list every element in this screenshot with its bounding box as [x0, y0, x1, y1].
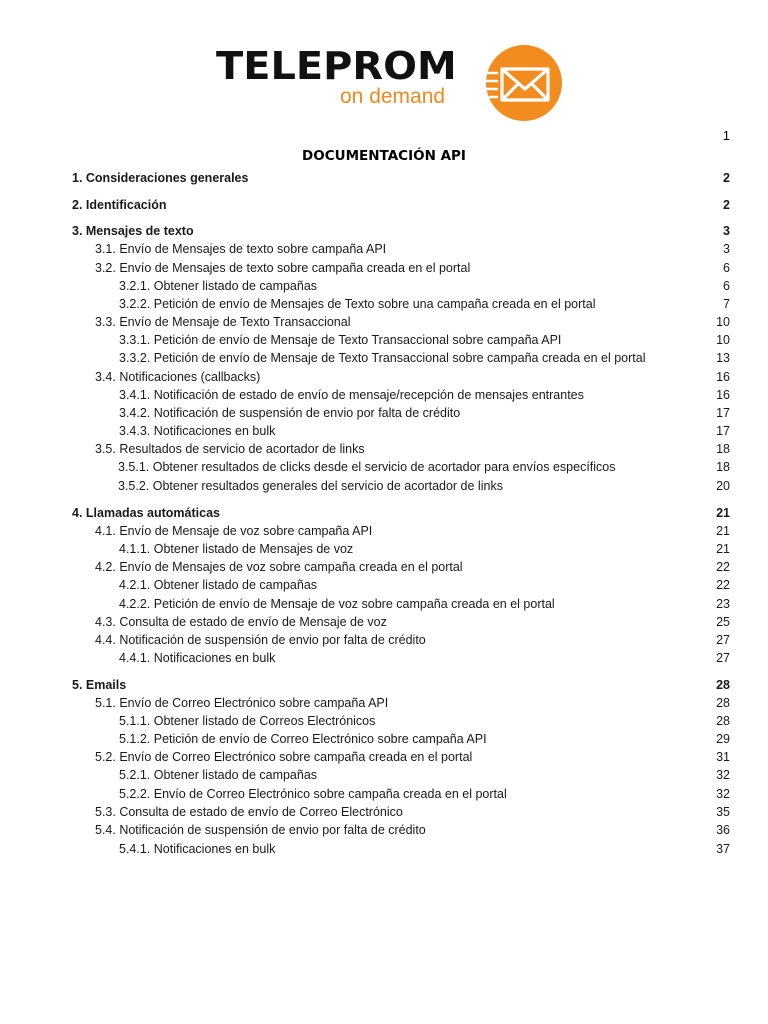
document-title: DOCUMENTACIÓN API	[302, 148, 466, 164]
toc-entry[interactable]	[0, 577, 768, 593]
toc-entry-page: 3	[723, 224, 730, 238]
toc-entry[interactable]	[0, 387, 768, 403]
toc-entry-page: 37	[716, 842, 730, 856]
toc-entry-page: 17	[716, 406, 730, 420]
toc-entry-label: 3.2.2. Petición de envío de Mensajes de Texto sobre una campaña creada en el portal	[119, 297, 596, 311]
toc-entry-label: 3.5.2. Obtener resultados generales del servicio de acortador de links	[118, 479, 503, 493]
toc-entry-page: 28	[716, 696, 730, 710]
toc-entry-label: 2. Identificación	[72, 198, 167, 212]
toc-entry-label: 4.1.1. Obtener listado de Mensajes de voz	[119, 542, 354, 556]
toc-entry-label: 3.4.2. Notificación de suspensión de envio por falta de crédito	[119, 406, 461, 420]
toc-entry-label: 3. Mensajes de texto	[72, 224, 194, 238]
toc-entry-label: 3.1. Envío de Mensajes de texto sobre campaña API	[95, 242, 387, 256]
toc-entry[interactable]	[0, 505, 768, 521]
toc-entry-page: 2	[723, 198, 730, 212]
toc-entry[interactable]	[0, 804, 768, 820]
toc-entry-label: 1. Consideraciones generales	[72, 171, 249, 185]
logo-title: TELEPROM	[216, 44, 457, 88]
toc-entry-label: 3.3. Envío de Mensaje de Texto Transaccional	[95, 315, 351, 329]
toc-entry-label: 3.4. Notificaciones (callbacks)	[95, 370, 261, 384]
toc-entry-page: 17	[716, 424, 730, 438]
toc-entry-label: 3.4.3. Notificaciones en bulk	[119, 424, 276, 438]
toc-entry-page: 31	[716, 750, 730, 764]
toc-entry-page: 21	[716, 524, 730, 538]
toc-entry[interactable]	[0, 767, 768, 783]
toc-entry-page: 10	[716, 315, 730, 329]
toc-entry-page: 21	[716, 542, 730, 556]
toc-entry[interactable]	[0, 350, 768, 366]
toc-entry-label: 3.3.2. Petición de envío de Mensaje de Texto Transaccional sobre campaña creada en el portal	[119, 351, 646, 365]
toc-entry-page: 16	[716, 370, 730, 384]
toc-entry-label: 4.2. Envío de Mensajes de voz sobre campaña creada en el portal	[95, 560, 463, 574]
toc-entry-page: 20	[716, 479, 730, 493]
toc-entry-label: 3.5.1. Obtener resultados de clicks desde el servicio de acortador para envíos específicos	[118, 460, 616, 474]
toc-entry[interactable]	[0, 478, 768, 494]
toc-entry-label: 5.2.1. Obtener listado de campañas	[119, 768, 318, 782]
toc-entry-page: 29	[716, 732, 730, 746]
toc-entry[interactable]	[0, 695, 768, 711]
toc-entry-page: 16	[716, 388, 730, 402]
toc-entry-page: 35	[716, 805, 730, 819]
toc-entry-label: 3.5. Resultados de servicio de acortador de links	[95, 442, 365, 456]
toc-entry[interactable]	[0, 632, 768, 648]
teleprom-logo	[216, 42, 566, 122]
toc-entry-label: 5.4.1. Notificaciones en bulk	[119, 842, 276, 856]
toc-entry[interactable]	[0, 405, 768, 421]
toc-entry[interactable]	[0, 241, 768, 257]
toc-entry[interactable]	[0, 278, 768, 294]
toc-entry-page: 7	[723, 297, 730, 311]
toc-entry[interactable]	[0, 596, 768, 612]
toc-entry[interactable]	[0, 423, 768, 439]
toc-entry-label: 5.1. Envío de Correo Electrónico sobre campaña API	[95, 696, 389, 710]
toc-entry-label: 4.2.1. Obtener listado de campañas	[119, 578, 318, 592]
toc-entry-page: 28	[716, 714, 730, 728]
toc-entry-label: 5.1.2. Petición de envío de Correo Electrónico sobre campaña API	[119, 732, 487, 746]
toc-entry[interactable]	[0, 170, 768, 186]
toc-entry-label: 5.4. Notificación de suspensión de envio por falta de crédito	[95, 823, 426, 837]
toc-entry-label: 3.2. Envío de Mensajes de texto sobre campaña creada en el portal	[95, 261, 471, 275]
toc-entry[interactable]	[0, 223, 768, 239]
toc-entry[interactable]	[0, 614, 768, 630]
toc-entry-label: 3.2.1. Obtener listado de campañas	[119, 279, 318, 293]
toc-entry-page: 32	[716, 768, 730, 782]
toc-entry[interactable]	[0, 786, 768, 802]
page-number: 1	[722, 128, 730, 143]
logo-subtitle: on demand	[340, 85, 446, 108]
toc-entry-page: 13	[716, 351, 730, 365]
toc-entry-page: 18	[716, 442, 730, 456]
toc-entry[interactable]	[0, 296, 768, 312]
toc-entry-label: 5.2.2. Envío de Correo Electrónico sobre campaña creada en el portal	[119, 787, 507, 801]
toc-entry-label: 4.2.2. Petición de envío de Mensaje de voz sobre campaña creada en el portal	[119, 597, 555, 611]
toc-entry[interactable]	[0, 677, 768, 693]
toc-entry-page: 3	[723, 242, 730, 256]
toc-entry-page: 32	[716, 787, 730, 801]
toc-entry-label: 3.3.1. Petición de envío de Mensaje de Texto Transaccional sobre campaña API	[119, 333, 562, 347]
toc-entry-page: 18	[716, 460, 730, 474]
toc-entry-label: 5.2. Envío de Correo Electrónico sobre campaña creada en el portal	[95, 750, 473, 764]
toc-entry-page: 28	[716, 678, 730, 692]
toc-entry[interactable]	[0, 541, 768, 557]
toc-entry-label: 4.3. Consulta de estado de envío de Mensaje de voz	[95, 615, 387, 629]
toc-entry-page: 23	[716, 597, 730, 611]
toc-entry-label: 5.1.1. Obtener listado de Correos Electrónicos	[119, 714, 376, 728]
toc-entry[interactable]	[0, 822, 768, 838]
toc-entry[interactable]	[0, 314, 768, 330]
toc-entry-page: 27	[716, 633, 730, 647]
toc-entry-page: 6	[723, 261, 730, 275]
toc-entry-page: 21	[716, 506, 730, 520]
toc-entry-page: 6	[723, 279, 730, 293]
toc-entry[interactable]	[0, 260, 768, 276]
toc-entry[interactable]	[0, 523, 768, 539]
toc-entry[interactable]	[0, 713, 768, 729]
toc-entry-page: 36	[716, 823, 730, 837]
toc-entry-page: 2	[723, 171, 730, 185]
toc-entry[interactable]	[0, 749, 768, 765]
toc-entry[interactable]	[0, 841, 768, 857]
toc-entry[interactable]	[0, 332, 768, 348]
toc-entry[interactable]	[0, 369, 768, 385]
toc-entry[interactable]	[0, 731, 768, 747]
toc-entry-label: 4. Llamadas automáticas	[72, 506, 220, 520]
toc-entry-label: 4.4.1. Notificaciones en bulk	[119, 651, 276, 665]
toc-entry[interactable]	[0, 650, 768, 666]
toc-entry[interactable]	[0, 197, 768, 213]
toc-entry-page: 10	[716, 333, 730, 347]
toc-entry[interactable]	[0, 559, 768, 575]
toc-entry-label: 4.4. Notificación de suspensión de envio por falta de crédito	[95, 633, 426, 647]
envelope-logo-icon	[482, 43, 562, 123]
toc-entry-label: 4.1. Envío de Mensaje de voz sobre campaña API	[95, 524, 373, 538]
toc-entry-page: 27	[716, 651, 730, 665]
toc-entry-page: 22	[716, 578, 730, 592]
toc-entry-label: 3.4.1. Notificación de estado de envío de mensaje/recepción de mensajes entrantes	[119, 388, 584, 402]
toc-entry[interactable]	[0, 459, 768, 475]
toc-entry-page: 25	[716, 615, 730, 629]
toc-entry-page: 22	[716, 560, 730, 574]
toc-entry[interactable]	[0, 441, 768, 457]
toc-entry-label: 5. Emails	[72, 678, 127, 692]
toc-entry-label: 5.3. Consulta de estado de envío de Correo Electrónico	[95, 805, 403, 819]
